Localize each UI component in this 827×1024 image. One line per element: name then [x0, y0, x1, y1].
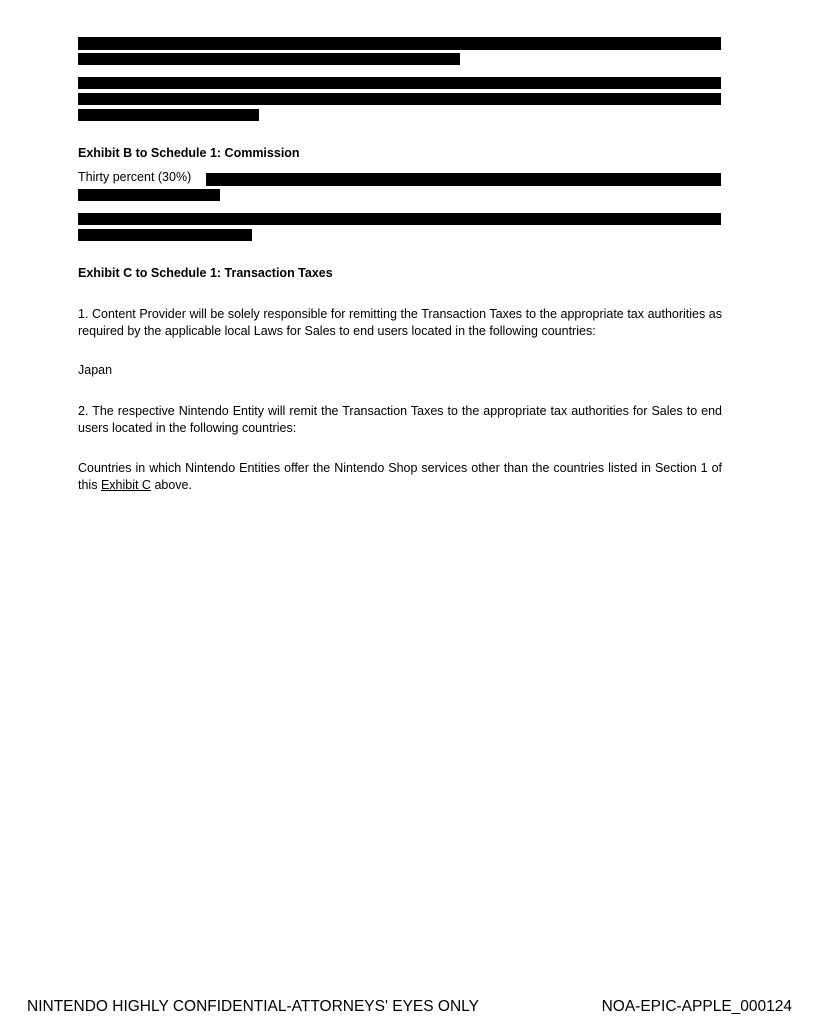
exhibit-c-reference: Exhibit C	[100, 478, 151, 492]
commission-rate-text: Thirty percent (30%)	[78, 170, 192, 184]
redaction-bar	[78, 189, 220, 201]
section-1-paragraph: 1. Content Provider will be solely responsible for remitting the Transaction Taxes to the appropriate tax authorities as required by the applicable local Laws for Sales to end users located in the following countries:	[78, 307, 722, 338]
country-japan: Japan	[78, 363, 113, 377]
redaction-bar	[78, 93, 721, 105]
exhibit-b-heading: Exhibit B to Schedule 1: Commission	[78, 146, 300, 160]
bates-number: NOA-EPIC-APPLE_000124	[601, 998, 792, 1015]
confidentiality-footer: NINTENDO HIGHLY CONFIDENTIAL-ATTORNEYS' EYES ONLY	[27, 998, 479, 1015]
countries-text-end: above.	[150, 478, 192, 492]
countries-text: Countries in which Nintendo Entities offer the Nintendo Shop services other than the countries listed in Section 1 of this	[78, 461, 722, 492]
redaction-bar	[206, 173, 721, 186]
section-2-paragraph: 2. The respective Nintendo Entity will remit the Transaction Taxes to the appropriate tax authorities for Sales to end users located in the following countries:	[78, 404, 722, 435]
redaction-bar	[78, 109, 259, 121]
countries-paragraph	[78, 460, 722, 494]
redaction-bar	[78, 53, 460, 65]
redaction-bar	[78, 37, 721, 50]
redaction-bar	[78, 77, 721, 89]
exhibit-c-heading: Exhibit C to Schedule 1: Transaction Taxes	[78, 266, 333, 280]
redaction-bar	[78, 213, 721, 225]
redaction-bar	[78, 229, 252, 241]
